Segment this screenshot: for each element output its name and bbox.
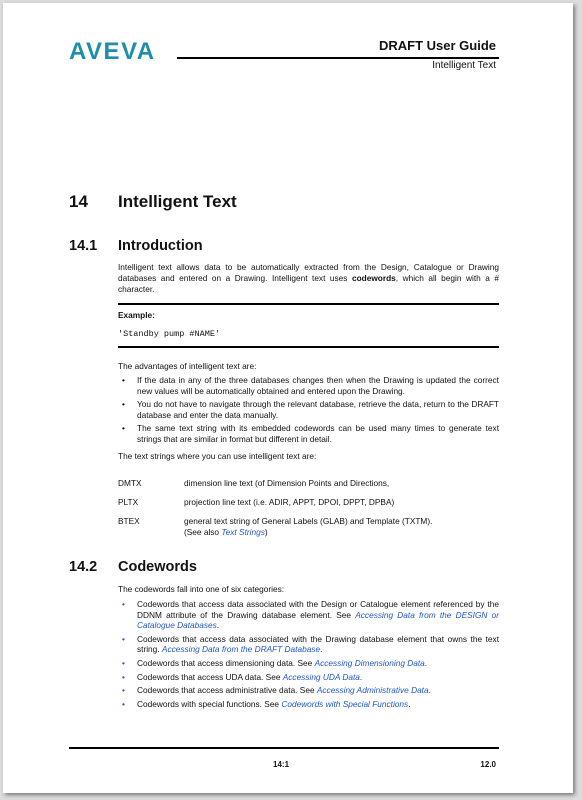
term-description: dimension line text (of Dimension Points and Directions, xyxy=(184,478,390,488)
list-item: • The same text string with its embedded codewords can be used many times to generate text strings that are similar in format but different in detail. xyxy=(122,423,499,444)
codewords-list xyxy=(118,599,499,712)
list-item: • Codewords with special functions. See Codewords with Special Functions. xyxy=(122,698,411,709)
example-bottom-rule xyxy=(118,346,499,348)
link-design-catalogue[interactable]: Accessing Data from the DESIGN or Catalogue Databases xyxy=(137,609,500,631)
header-rule xyxy=(177,57,499,59)
advantages-list xyxy=(118,375,499,448)
example-top-rule xyxy=(118,303,499,305)
advantages-intro: The advantages of intelligent text are: xyxy=(118,361,257,371)
section-title: Introduction xyxy=(118,238,203,254)
section-number: 14.2 xyxy=(69,559,98,575)
link-dimensioning-data[interactable]: Accessing Dimensioning Data xyxy=(314,657,425,668)
example-code: 'Standby pump #NAME' xyxy=(118,329,221,339)
link-administrative-data[interactable]: Accessing Administrative Data xyxy=(316,685,429,696)
link-uda-data[interactable]: Accessing UDA Data xyxy=(282,671,360,682)
term-label: PLTX xyxy=(118,497,139,507)
aveva-logo-mark xyxy=(69,39,164,65)
term-description: general text string of General Labels (GLAB) and Template (TXTM). (See also Text Strings) xyxy=(184,516,433,537)
example-label: Example: xyxy=(118,310,155,320)
term-label: DMTX xyxy=(118,478,142,488)
footer-rule xyxy=(69,747,499,749)
link-special-functions[interactable]: Codewords with Special Functions xyxy=(281,698,409,709)
term-description: projection line text (i.e. ADIR, APPT, DPOI, DPPT, DPBA) xyxy=(184,497,395,507)
version-number: 12.0 xyxy=(480,760,496,769)
document-subtitle: Intelligent Text xyxy=(432,60,496,71)
chapter-title: Intelligent Text xyxy=(118,192,237,211)
document-page xyxy=(3,3,573,793)
list-item: • If the data in any of the three databases changes then when the Drawing is updated the correct new values will be automatically obtained and entered upon the Drawing. xyxy=(122,375,499,396)
link-draft-database[interactable]: Accessing Data from the DRAFT Database xyxy=(161,644,321,655)
list-item: • Codewords that access UDA data. See Accessing UDA Data. xyxy=(122,671,363,682)
logo-text: AVEVA xyxy=(69,39,156,65)
section-number: 14.1 xyxy=(69,238,98,254)
aveva-logo xyxy=(69,39,164,65)
page-number: 14:1 xyxy=(273,760,290,769)
list-item: • Codewords that access data associated with the Design or Catalogue element referenced by the DDNM attribute of the Drawing database element. See Accessing Data from the DESIGN or Catalogue Databases. xyxy=(122,599,500,631)
codewords-intro: The codewords fall into one of six categories: xyxy=(118,584,285,594)
section-title: Codewords xyxy=(118,559,197,575)
list-item: • Codewords that access administrative data. See Accessing Administrative Data. xyxy=(122,685,431,696)
term-label: BTEX xyxy=(118,516,140,526)
list-item: • Codewords that access dimensioning data. See Accessing Dimensioning Data. xyxy=(122,657,428,668)
strings-intro: The text strings where you can use intelligent text are: xyxy=(118,451,317,461)
list-item: • Codewords that access data associated with the Drawing database element that owns the text string. Accessing Data from the DRAFT Database. xyxy=(122,633,499,655)
link-text-strings[interactable]: Text Strings xyxy=(221,526,265,537)
document-title: DRAFT User Guide xyxy=(378,38,496,53)
list-item: • You do not have to navigate through the relevant database, retrieve the data, return to the DRAFT database and enter the data manually. xyxy=(122,399,499,420)
intro-paragraph: Intelligent text allows data to be automatically extracted from the Design, Catalogue or Drawing databases and entered on a Drawing. Intelligent text uses codewords, which all begin with a # character. xyxy=(118,262,500,294)
chapter-number: 14 xyxy=(69,192,88,211)
